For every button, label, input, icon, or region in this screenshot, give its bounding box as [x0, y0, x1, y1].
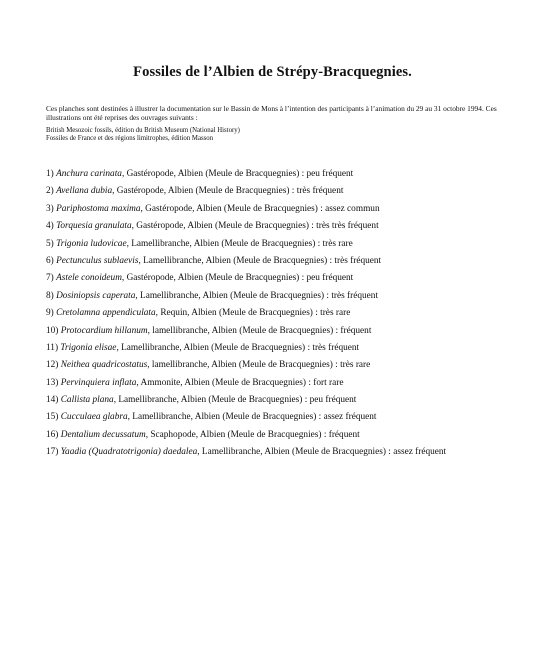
reference-item: British Mesozoic fossils, édition du British Museum (National History) [46, 127, 240, 134]
fossil-item [46, 305, 541, 322]
fossil-item [46, 340, 541, 357]
fossil-number: 9) [46, 308, 54, 319]
fossil-item [46, 166, 541, 183]
fossil-number: 11) [46, 342, 59, 353]
fossil-description: , Gastéropode, Albien (Meule de Bracquegnies) : très très fréquent [131, 221, 379, 232]
fossil-item [46, 357, 541, 374]
fossil-item [46, 323, 541, 340]
fossil-description: , Lamellibranche, Albien (Meule de Bracquegnies) : assez fréquent [127, 412, 377, 423]
fossil-description: , Lamellibranche, Albien (Meule de Bracquegnies) : très fréquent [116, 342, 360, 353]
fossil-item [46, 288, 541, 305]
fossil-description: , Gastéropode, Albien (Meule de Bracquegnies) : très fréquent [112, 186, 344, 197]
fossil-description: , Lamellibranche, Albien (Meule de Bracquegnies) : très fréquent [138, 255, 382, 266]
fossil-list [46, 166, 541, 462]
fossil-item [46, 427, 541, 444]
fossil-item [46, 218, 541, 235]
fossil-description: , lamellibranche, Albien (Meule de Bracquegnies) : fréquent [147, 325, 372, 336]
fossil-description: , Ammonite, Albien (Meule de Bracquegnies) : fort rare [136, 377, 344, 388]
page-title: Fossiles de l’Albien de Strépy-Bracquegnies. [133, 64, 412, 80]
fossil-item [46, 253, 541, 270]
fossil-number: 2) [46, 186, 54, 197]
fossil-number: 6) [46, 255, 54, 266]
fossil-item [46, 375, 541, 392]
fossil-number: 7) [46, 273, 54, 284]
fossil-species: Astele conoideum [56, 273, 122, 284]
fossil-species: Trigonia elisae [60, 342, 117, 353]
fossil-species: Pariphostoma maxima [56, 203, 141, 214]
fossil-number: 8) [46, 290, 54, 301]
fossil-species: Pervinquiera inflata [60, 377, 137, 388]
fossil-number: 1) [46, 169, 54, 179]
fossil-description: , Lamellibranche, Albien (Meule de Bracquegnies) : peu fréquent [113, 395, 357, 406]
fossil-species: Cretolamna appendiculata [56, 308, 156, 319]
fossil-species: Anchura carinata [56, 169, 122, 179]
fossil-number: 17) [46, 447, 59, 458]
fossil-description: , Gastéropode, Albien (Meule de Bracquegnies) : assez commun [140, 203, 380, 214]
fossil-number: 15) [46, 412, 59, 423]
fossil-number: 16) [46, 429, 59, 440]
fossil-number: 13) [46, 377, 59, 388]
fossil-number: 12) [46, 360, 59, 371]
fossil-number: 14) [46, 395, 59, 406]
fossil-item [46, 444, 541, 461]
fossil-item [46, 270, 541, 287]
fossil-species: Protocardium hillanum [60, 325, 148, 336]
fossil-number: 10) [46, 325, 59, 336]
fossil-species: Dentalium decussatum [60, 429, 146, 440]
fossil-species: Trigonia ludovicae [56, 238, 127, 249]
fossil-number: 3) [46, 203, 54, 214]
fossil-species: Pectunculus sublaevis [56, 255, 139, 266]
fossil-item [46, 183, 541, 200]
fossil-item [46, 392, 541, 409]
fossil-description: , Requin, Albien (Meule de Bracquegnies) : très rare [155, 308, 351, 319]
fossil-number: 4) [46, 221, 54, 232]
fossil-item [46, 409, 541, 426]
fossil-description: , Gastéropode, Albien (Meule de Bracquegnies) : peu fréquent [121, 273, 354, 284]
fossil-item [46, 236, 541, 253]
references [46, 127, 526, 144]
fossil-number: 5) [46, 238, 54, 249]
fossil-description: , Lamellibranche, Albien (Meule de Bracquegnies) : très rare [126, 238, 353, 249]
fossil-description: , Lamellibranche, Albien (Meule de Bracquegnies) : très fréquent [135, 290, 379, 301]
fossil-description: , lamellibranche, Albien (Meule de Bracquegnies) : très rare [147, 360, 371, 371]
fossil-species: Neithea quadricostatus [60, 360, 148, 371]
fossil-item [46, 201, 541, 218]
fossil-species: Callista plana [60, 395, 114, 406]
fossil-species: Torquesia granulata [56, 221, 132, 232]
fossil-species: Avellana dubia [56, 186, 113, 197]
intro-paragraph: Ces planches sont destinées à illustrer la documentation sur le Bassin de Mons à l’intention des participants à l’animation du 29 au 31 octobre 1994. Ces illustrations ont été reprises des ouvrages suivants : [46, 104, 497, 122]
fossil-description: , Gastéropode, Albien (Meule de Bracquegnies) : peu fréquent [121, 169, 354, 179]
fossil-species: Yaadia (Quadratotrigonia) daedalea [60, 447, 198, 458]
fossil-description: , Scaphopode, Albien (Meule de Bracquegnies) : fréquent [145, 429, 360, 440]
fossil-description: , Lamellibranche, Albien (Meule de Bracquegnies) : assez fréquent [197, 447, 447, 458]
fossil-species: Dosiniopsis caperata [56, 290, 136, 301]
fossil-species: Cucculaea glabra [60, 412, 128, 423]
reference-item: Fossiles de France et des régions limitrophes, édition Masson [46, 135, 214, 143]
